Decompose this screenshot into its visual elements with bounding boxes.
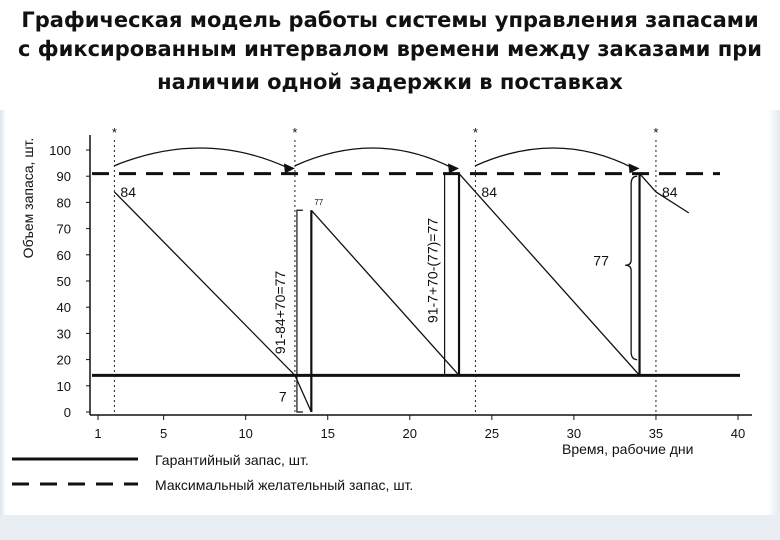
x-tick-label: 20 [402,426,418,441]
y-tick-label: 60 [56,247,71,263]
x-tick-label: 1 [94,426,102,441]
title-line-3: наличии одной задержки в поставках [157,70,623,94]
y-tick-label: 50 [56,274,71,289]
x-axis-title: Время, рабочие дни [562,441,694,457]
order-star-marker: * [292,125,298,140]
calc-label-1: 91-84+70=77 [272,270,289,355]
label-84: 84 [120,183,136,200]
y-tick-label: 20 [56,352,71,368]
label-7: 7 [278,388,287,405]
x-tick-label: 30 [566,426,582,441]
inventory-chart [0,110,780,515]
y-tick-label: 100 [49,143,71,158]
x-tick-label: 15 [320,426,335,441]
x-tick-label: 10 [238,426,253,441]
order-star-marker: * [472,125,478,140]
y-tick-label: 70 [56,221,71,237]
label-84: 84 [661,183,678,200]
label-77: 77 [593,252,609,269]
y-tick-label: 80 [56,195,71,211]
y-tick-label: 10 [56,378,71,394]
y-tick-label: 0 [63,405,71,420]
calc-label-2: 91-7+70-(77)=77 [424,217,441,324]
order-star-marker: * [111,125,117,140]
order-star-marker: * [653,125,659,140]
y-axis-title: Объем запаса, шт. [20,137,36,259]
x-tick-label: 40 [730,426,746,441]
y-tick-label: 30 [56,326,71,342]
x-tick-label: 35 [648,426,664,441]
label-84: 84 [481,183,498,200]
y-tick-label: 90 [56,169,71,185]
title-block [0,0,780,110]
small-mark-77: 77 [314,198,324,208]
bottom-shade [0,515,780,540]
legend-label-max: Максимальный желательный запас, шт. [155,477,414,493]
legend-label-guarantee: Гарантийный запас, шт. [155,452,309,468]
title-line-2: с фиксированным интервалом времени между заказами при [18,37,762,61]
x-tick-label: 25 [484,426,500,441]
y-tick-label: 40 [56,300,71,316]
x-tick-label: 5 [160,426,168,441]
title-line-1: Графическая модель работы системы управления запасами [21,8,759,32]
